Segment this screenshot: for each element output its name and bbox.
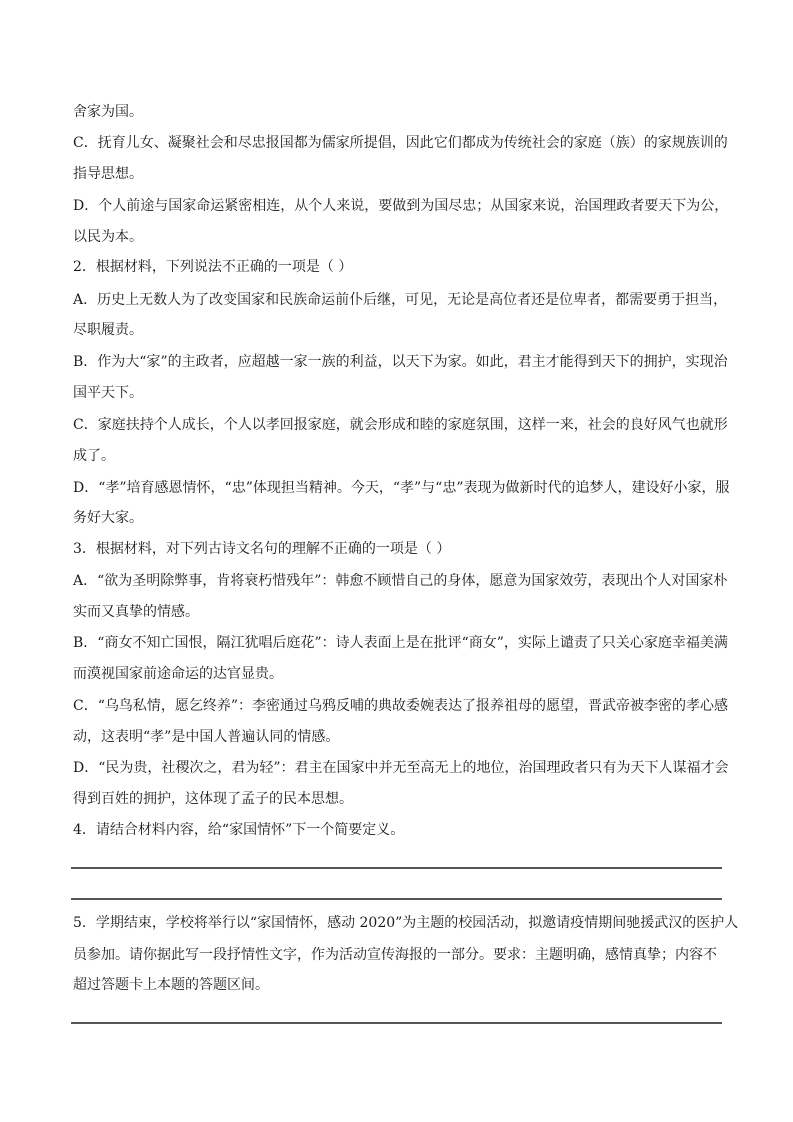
text-line: 以民为本。 xyxy=(73,229,143,245)
option-d-line: D．“孝”培育感恩情怀，“忠”体现担当精神。今天，“孝”与“忠”表现为做新时代的追梦人，建设好小家，服 xyxy=(73,480,730,496)
option-c-line: C．家庭扶持个人成长，个人以孝回报家庭，就会形成和睦的家庭氛围，这样一来，社会的良好风气也就形 xyxy=(73,417,728,433)
answer-line[interactable] xyxy=(71,867,722,869)
answer-line[interactable] xyxy=(71,898,722,900)
text-line: 而漠视国家前途命运的达官显贵。 xyxy=(73,666,283,682)
text-line: 得到百姓的拥护，这体现了孟子的民本思想。 xyxy=(73,791,353,807)
option-d-line: D．个人前途与国家命运紧密相连，从个人来说，要做到为国尽忠；从国家来说，治国理政者要天下为公， xyxy=(73,198,729,214)
text-line: 成了。 xyxy=(73,448,115,464)
text-line: 员参加。请你据此写一段抒情性文字，作为活动宣传海报的一部分。要求：主题明确，感情真挚；内容不 xyxy=(73,947,717,963)
text-line: 尽职履责。 xyxy=(73,322,143,338)
text-line: 超过答题卡上本题的答题区间。 xyxy=(73,977,269,993)
question-3: 3．根据材料，对下列古诗文名句的理解不正确的一项是（ ） xyxy=(73,541,451,557)
option-a-line: A．历史上无数人为了改变国家和民族命运前仆后继，可见，无论是高位者还是位卑者，都需要勇于担当， xyxy=(73,292,728,308)
text-line: 舍家为国。 xyxy=(73,104,143,120)
option-c-line: C．抚育儿女、凝聚社会和尽忠报国都为儒家所提倡，因此它们都成为传统社会的家庭（族）的家规族训的 xyxy=(73,135,728,151)
answer-line[interactable] xyxy=(71,1022,722,1024)
option-b-line: B．“商女不知亡国恨，隔江犹唱后庭花”：诗人表面上是在批评“商女”，实际上谴责了只关心家庭幸福美满 xyxy=(73,635,728,651)
question-4: 4．请结合材料内容，给“家国情怀”下一个简要定义。 xyxy=(73,822,405,838)
option-b-line: B．作为大“家”的主政者，应超越一家一族的利益，以天下为家。如此，君主才能得到天下的拥护，实现治 xyxy=(73,354,728,370)
text-line: 实而又真挚的情感。 xyxy=(73,604,199,620)
option-a-line: A．“欲为圣明除弊事，肯将衰朽惜残年”：韩愈不顾惜自己的身体，愿意为国家效劳，表现出个人对国家朴 xyxy=(73,573,728,589)
text-line: 国平天下。 xyxy=(73,385,143,401)
question-2: 2．根据材料，下列说法不正确的一项是（ ） xyxy=(73,259,353,275)
text-line: 指导思想。 xyxy=(73,166,143,182)
option-d-line: D．“民为贵，社稷次之，君为轻”：君主在国家中并无至高无上的地位，治国理政者只有为天下人谋福才会 xyxy=(73,760,729,776)
text-line: 务好大家。 xyxy=(73,510,143,526)
question-5: 5．学期结束，学校将举行以“家国情怀，感动 2020”为主题的校园活动，拟邀请疫情期间驰援武汉的医护人 xyxy=(73,915,739,931)
text-line: 动，这表明“孝”是中国人普遍认同的情感。 xyxy=(73,729,340,745)
option-c-line: C．“乌鸟私情，愿乞终养”：李密通过乌鸦反哺的典故委婉表达了报养祖母的愿望，晋武帝被李密的孝心感 xyxy=(73,698,729,714)
